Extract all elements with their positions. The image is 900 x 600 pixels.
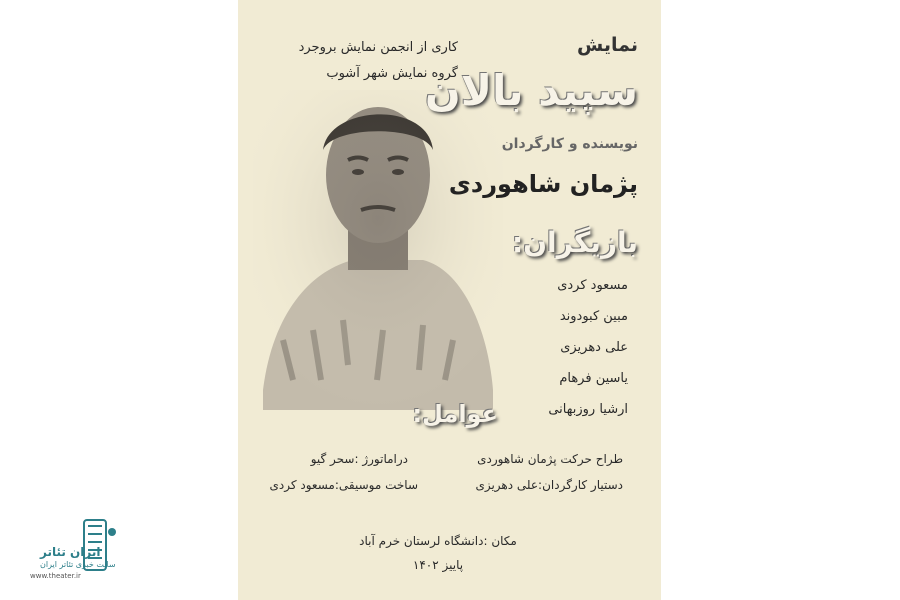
organizer-line-2: گروه نمایش شهر آشوب bbox=[326, 66, 458, 81]
actors-heading: بازیگران: bbox=[511, 226, 638, 259]
crew-music: ساخت موسیقی:مسعود کردی bbox=[269, 478, 418, 492]
venue-text: مکان :دانشگاه لرستان خرم آباد bbox=[359, 534, 517, 548]
actor-item: ارشیا روزبهانی bbox=[548, 402, 628, 417]
organizer-line-1: کاری از انجمن نمایش بروجرد bbox=[298, 40, 458, 55]
crew-dramaturg: دراماتورژ :سحر گیو bbox=[310, 452, 408, 466]
poster bbox=[238, 0, 661, 600]
show-label: نمایش bbox=[577, 34, 638, 56]
actor-item: مسعود کردی bbox=[557, 278, 628, 293]
role-label: نویسنده و کارگردان bbox=[501, 136, 638, 152]
watermark-subtitle: سایت خبری تئاتر ایران bbox=[40, 560, 116, 569]
crew-movement: طراح حرکت پژمان شاهوردی bbox=[477, 452, 623, 466]
poster-title: سپید بالان bbox=[424, 66, 638, 115]
season-text: پاییز ۱۴۰۲ bbox=[412, 558, 464, 572]
actor-item: یاسین فرهام bbox=[559, 371, 628, 386]
director-name: پژمان شاهوردی bbox=[448, 170, 638, 198]
crew-assistant: دستیار کارگردان:علی دهریزی bbox=[475, 478, 623, 492]
crew-heading: عوامل: bbox=[412, 400, 498, 428]
actor-item: علی دهریزی bbox=[560, 340, 628, 355]
watermark-name: ایران تئاتر bbox=[40, 545, 101, 559]
actor-item: مبین کبودوند bbox=[559, 309, 628, 324]
watermark-url: www.theater.ir bbox=[30, 572, 81, 580]
